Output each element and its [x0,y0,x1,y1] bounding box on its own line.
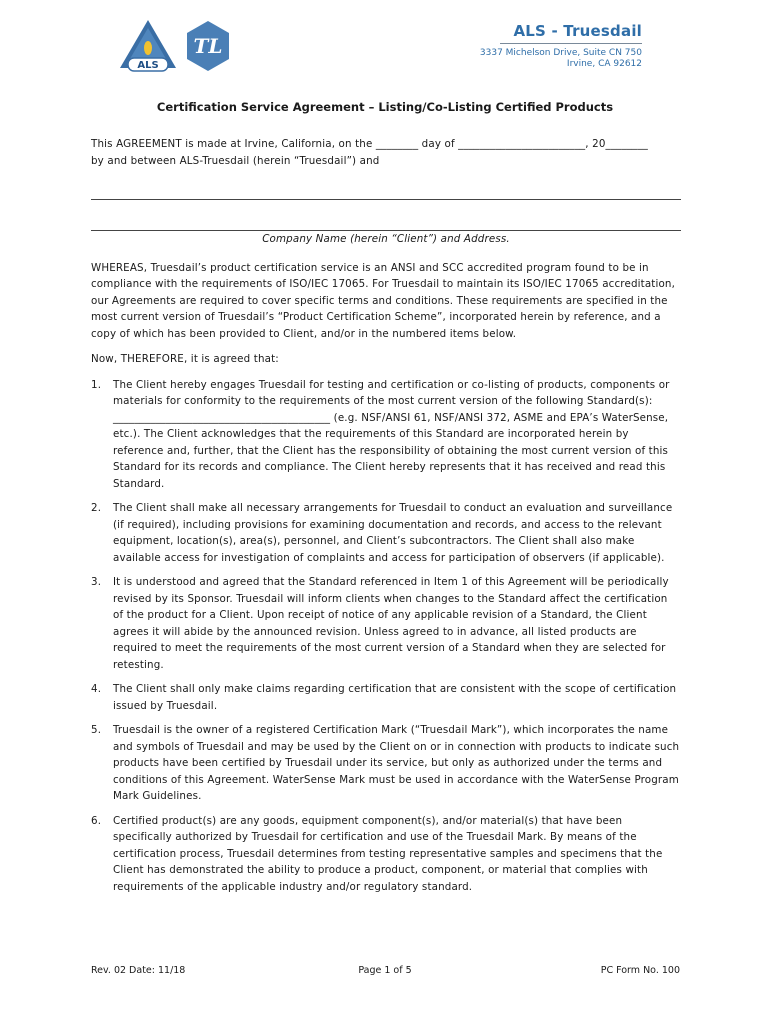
item-number: 6. [91,814,102,827]
tl-logo [186,20,230,72]
item-text: The Client shall only make claims regarding certification that are consistent with the scope of certification issued by Truesdail. [113,683,677,712]
item-text: Certified product(s) are any goods, equipment component(s), and/or material(s) that have been specifically authorized by Truesdail for certification and use of the Truesdail Mark. By means of the certification process, Truesdail determines from testing representative samples and specimens that the Client has demonstrated the ability to produce a product, component, or material that complies with requirements of the applicable industry and/or regulatory standard. [113,814,663,893]
brand-block [480,22,642,70]
item-text: It is understood and agreed that the Standard referenced in Item 1 of this Agreement will be periodically revised by its Sponsor. Truesdail will inform clients when changes to the Standard affect the certification of the product for a Client. Upon receipt of notice of any applicable revision of a Standard, the Client agrees it will abide by the announced revision. Unless agreed to in advance, all listed products are required to meet the requirements of the most current version of a Standard when they are selected for retesting. [113,576,669,671]
brand-name: ALS - Truesdail [513,22,642,40]
intro-line-1: This AGREEMENT is made at Irvine, California, on the ________ day of ________________________, 20________ [91,138,648,150]
item-text: Truesdail is the owner of a registered Certification Mark (“Truesdail Mark”), which incorporates the name and symbols of Truesdail and may be used by the Client on or in connection with products to indicate such products have been certified by Truesdail under its service, but only as authorized under the terms and conditions of this Agreement. WaterSense Mark must be used in accordance with the WaterSense Program Mark Guidelines. [113,724,680,802]
brand-divider [500,43,642,44]
item-number: 4. [91,683,102,695]
whereas-paragraph: WHEREAS, Truesdail’s product certification service is an ANSI and SCC accredited program found to be in compliance with the requirements of ISO/IEC 17065. For Truesdail to maintain its ISO/IEC 17065 accreditation, our Agreements are required to cover specific terms and conditions. These requirements are specified in the most current version of Truesdail’s “Product Certification Scheme”, incorporated herein by reference, and a copy of which has been provided to Client, and/or in the numbered items below. [91,261,676,340]
als-logo [118,18,178,74]
footer-page-number: Page 1 of 5 [358,965,412,976]
therefore-paragraph: Now, THEREFORE, it is agreed that: [91,353,279,365]
item-number: 2. [91,502,102,514]
agreement-item [91,681,681,714]
item-text: The Client hereby engages Truesdail for testing and certification or co-listing of products, components or materials for conformity to the requirements of the most current version of the following Standard(s): _________________________________________ (e.g. NSF/ANSI 61, NSF/ANSI 372, ASME and EPA’s WaterSense, etc.). The Client acknowledges that the requirements of this Standard are incorporated herein by reference and, further, that the Client has the responsibility of obtaining the most current version of this Standard for its records and compliance. The Client hereby represents that it has received and read this Standard. [113,378,670,490]
company-caption: Company Name (herein “Client”) and Address. [262,233,510,245]
intro-line-2: by and between ALS-Truesdail (herein “Truesdail”) and [91,154,380,167]
agreement-item [91,722,681,805]
item-number: 1. [91,378,102,391]
agreement-item [91,574,681,673]
item-text: The Client shall make all necessary arrangements for Truesdail to conduct an evaluation and surveillance (if required), including provisions for examining documentation and records, and access to the relevant equipment, location(s), area(s), personnel, and Client’s subcontractors. The Client shall also make available access for investigation of complaints and access for participation of observers (if applicable). [113,502,673,564]
logo-tl-text: TL [193,34,223,58]
document-body [91,136,681,895]
item-number: 5. [91,724,102,736]
document-title: Certification Service Agreement – Listing/Co-Listing Certified Products [156,100,614,114]
address-line-1: 3337 Michelson Drive, Suite CN 750 [479,48,642,58]
address-line-2: Irvine, CA 92612 [566,59,642,69]
item-number: 3. [91,576,102,588]
agreement-items [91,377,681,896]
agreement-item [91,377,681,493]
footer-revision: Rev. 02 Date: 11/18 [91,965,186,976]
agreement-item [91,500,681,566]
logo-als-text: ALS [137,60,159,71]
agreement-item [91,813,681,896]
footer-form-number: PC Form No. 100 [600,965,680,976]
